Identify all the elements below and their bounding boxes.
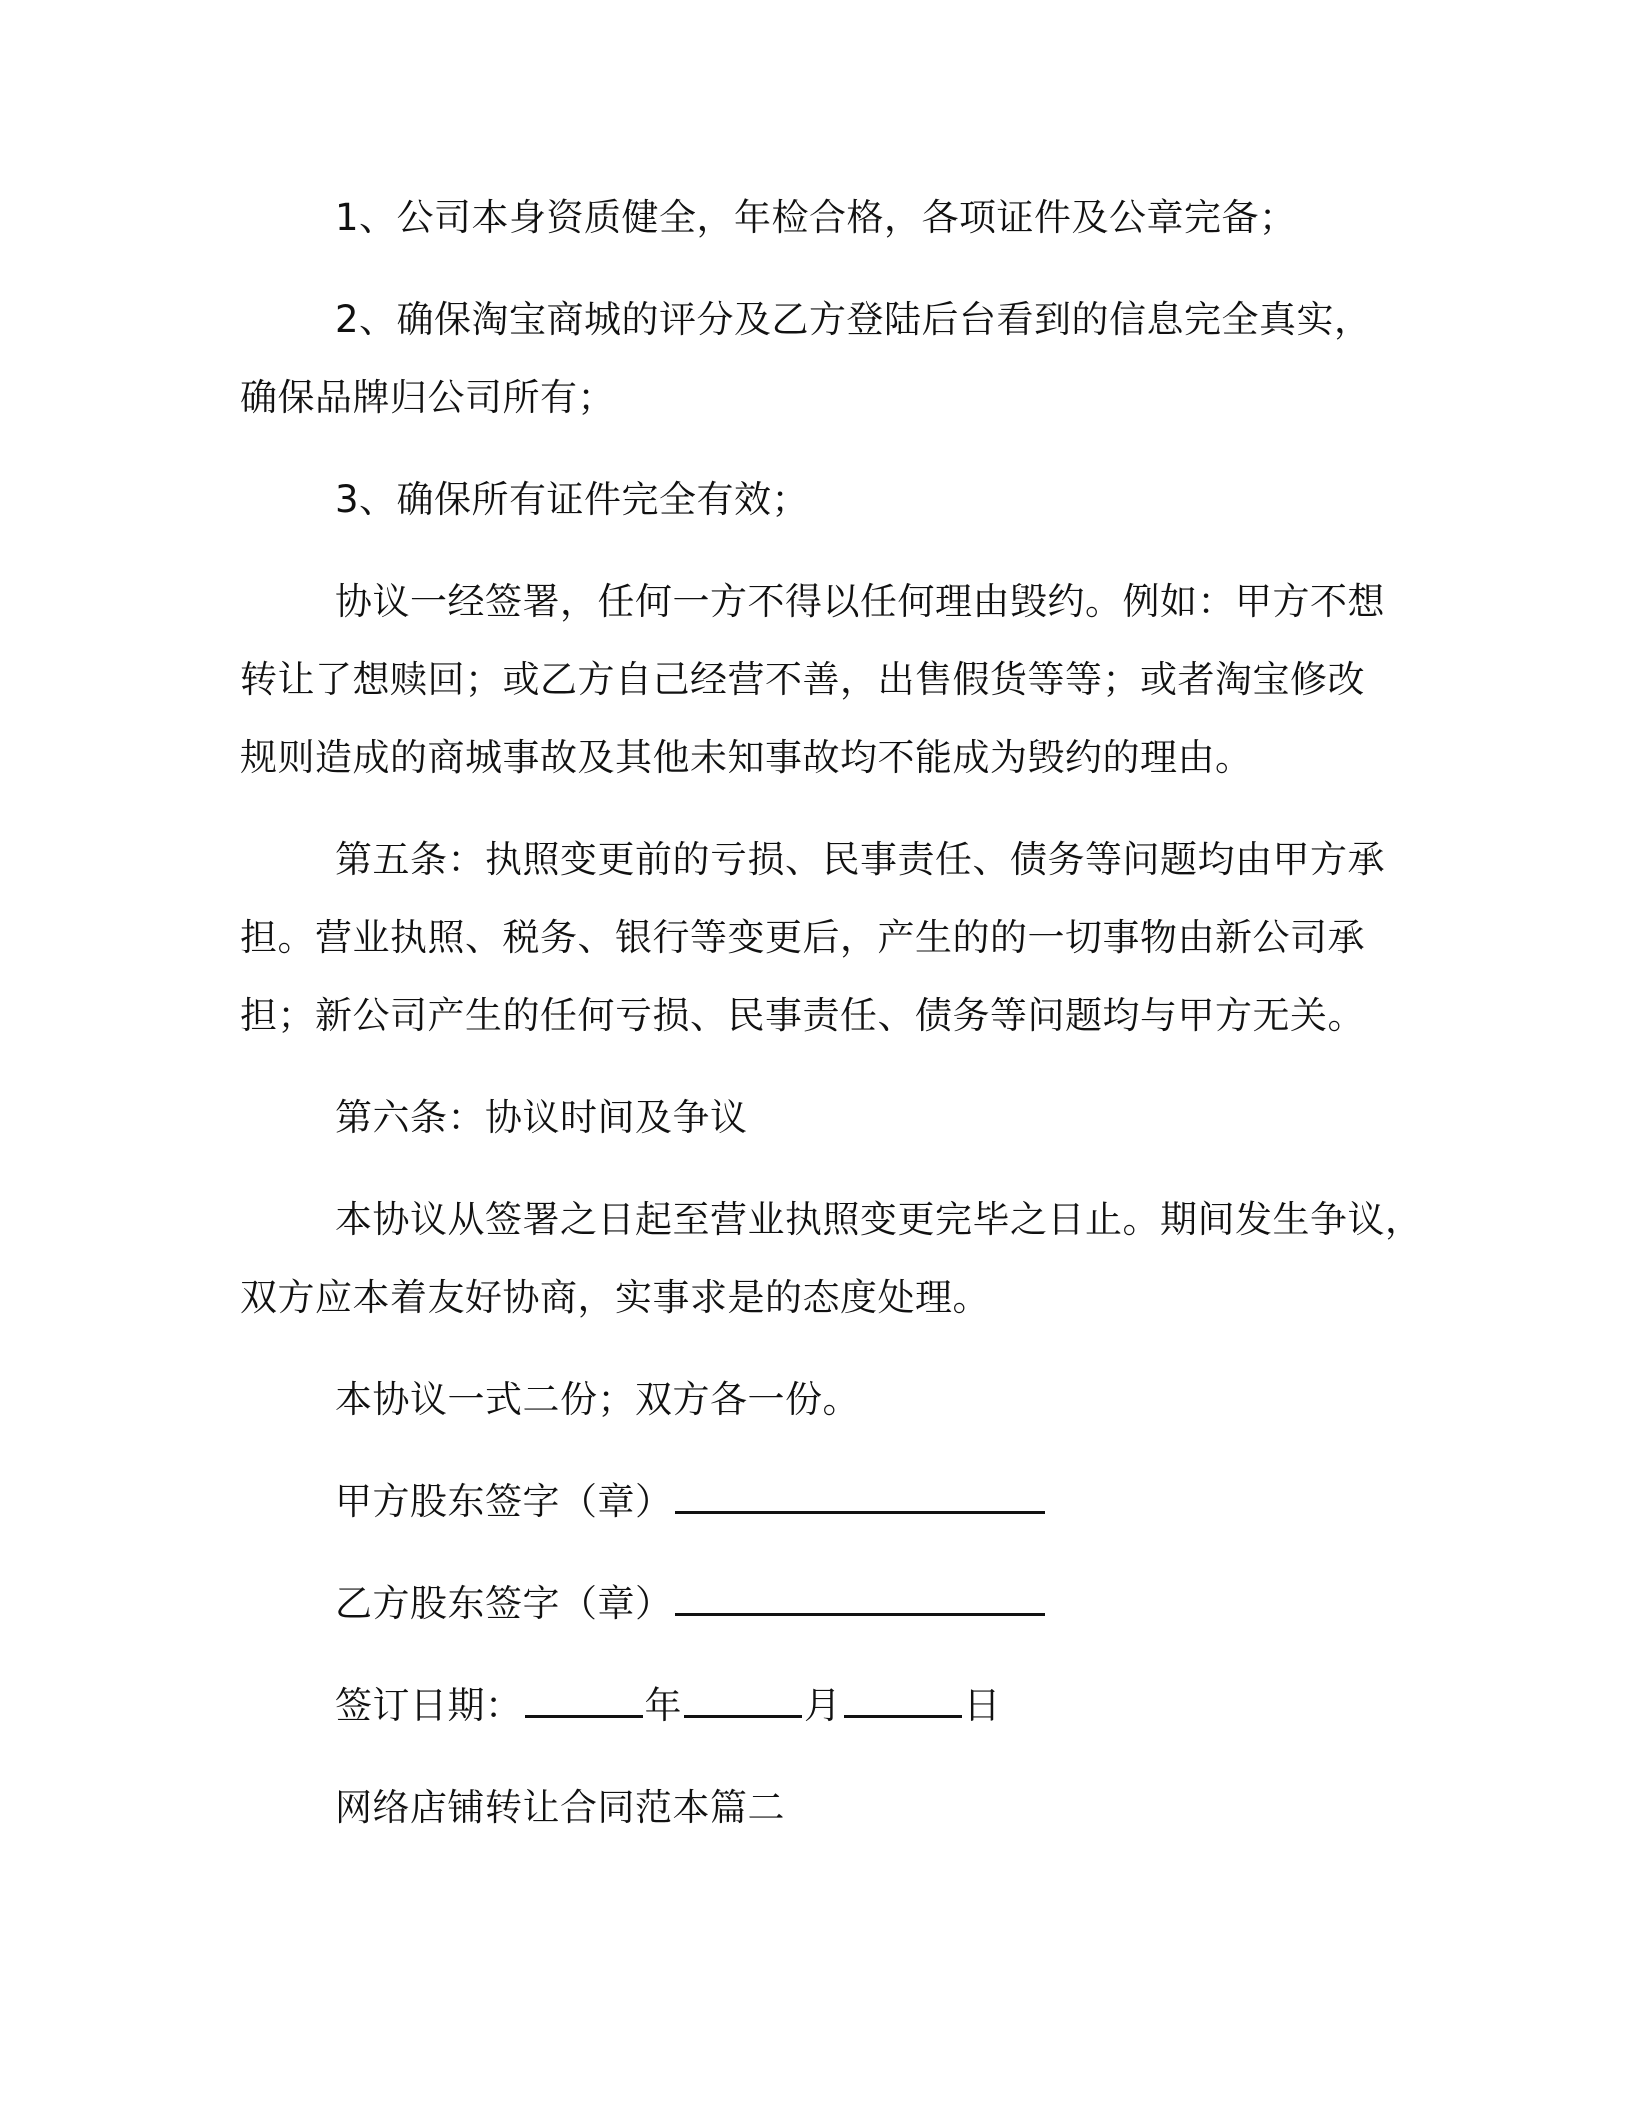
breach-paragraph-line-1: 协议一经签署，任何一方不得以任何理由毁约。例如：甲方不想 (335, 580, 1385, 623)
party-a-signature-line (335, 1476, 1047, 1528)
date-month-label: 月 (804, 1684, 842, 1727)
party-a-signature-blank (675, 1477, 1045, 1514)
party-b-signature-line (335, 1578, 1047, 1630)
article-5-line-1: 第五条：执照变更前的亏损、民事责任、债务等问题均由甲方承 (335, 838, 1385, 881)
next-section-title: 网络店铺转让合同范本篇二 (335, 1786, 785, 1829)
clause-item-2-line-1: 2、确保淘宝商城的评分及乙方登陆后台看到的信息完全真实， (335, 298, 1372, 341)
article-5-line-3: 担；新公司产生的任何亏损、民事责任、债务等问题均与甲方无关。 (240, 994, 1365, 1037)
date-year-blank (525, 1681, 643, 1718)
clause-item-1: 1、公司本身资质健全，年检合格，各项证件及公章完备； (335, 196, 1297, 239)
article-6-heading: 第六条：协议时间及争议 (335, 1096, 748, 1139)
signing-date-line (335, 1680, 1001, 1732)
party-a-signature-label: 甲方股东签字（章） (335, 1480, 673, 1523)
date-day-label: 日 (963, 1684, 1001, 1727)
date-day-blank (844, 1681, 962, 1718)
party-b-signature-label: 乙方股东签字（章） (335, 1582, 673, 1625)
clause-item-2-line-2: 确保品牌归公司所有； (240, 376, 615, 419)
clause-item-3: 3、确保所有证件完全有效； (335, 478, 810, 521)
date-year-label: 年 (644, 1684, 682, 1727)
party-b-signature-blank (675, 1579, 1045, 1616)
article-5-line-2: 担。营业执照、税务、银行等变更后，产生的的一切事物由新公司承 (240, 916, 1365, 959)
signing-date-label: 签订日期： (335, 1684, 523, 1727)
copies-statement: 本协议一式二份；双方各一份。 (335, 1378, 860, 1421)
article-6-line-1: 本协议从签署之日起至营业执照变更完毕之日止。期间发生争议， (335, 1198, 1423, 1241)
breach-paragraph-line-2: 转让了想赎回；或乙方自己经营不善，出售假货等等；或者淘宝修改 (240, 658, 1365, 701)
article-6-line-2: 双方应本着友好协商，实事求是的态度处理。 (240, 1276, 990, 1319)
breach-paragraph-line-3: 规则造成的商城事故及其他未知事故均不能成为毁约的理由。 (240, 736, 1253, 779)
date-month-blank (684, 1681, 802, 1718)
